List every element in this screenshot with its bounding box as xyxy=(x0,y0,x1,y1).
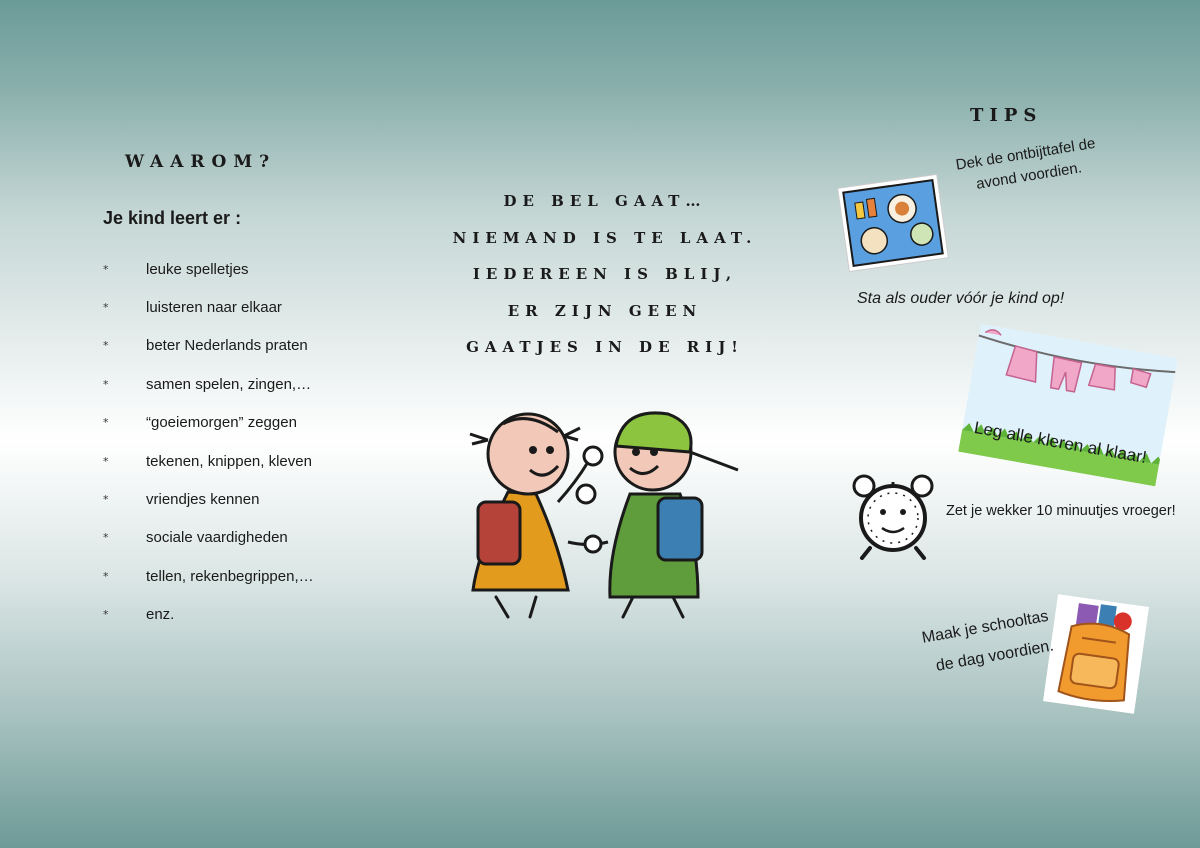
bullet: * xyxy=(103,493,109,507)
reason-text: samen spelen, zingen,… xyxy=(146,375,312,393)
reason-text: enz. xyxy=(146,606,175,624)
poem-line: ER ZIJN GEEN xyxy=(507,301,703,320)
tip-parent-up-first: Sta als ouder vóór je kind op! xyxy=(857,290,1065,307)
school-backpack-icon xyxy=(1043,594,1149,714)
reason-text: luisteren naar elkaar xyxy=(146,299,282,317)
list-item xyxy=(100,519,314,557)
poem-line: DE BEL GAAT… xyxy=(503,192,707,210)
reason-text: beter Nederlands praten xyxy=(146,337,308,355)
tip-alarm: Zet je wekker 10 minuutjes vroeger! xyxy=(946,503,1176,519)
reasons-list xyxy=(100,250,314,634)
bullet: * xyxy=(103,377,109,391)
poem-line: NIEMAND IS TE LAAT. xyxy=(452,228,758,247)
reason-text: tellen, rekenbegrippen,… xyxy=(146,567,314,585)
reason-text: leuke spelletjes xyxy=(146,260,249,278)
list-item xyxy=(100,557,314,595)
tip-schoolbag: Maak je schooltas de dag voordien. xyxy=(920,607,1055,675)
reason-text: “goeiemorgen” zeggen xyxy=(146,414,297,432)
list-item xyxy=(100,442,314,480)
bullet: * xyxy=(103,608,109,622)
list-item xyxy=(100,327,314,365)
tip-clothes: Leg alle kleren al klaar! xyxy=(972,418,1149,468)
poem-line: IEDEREEN IS BLIJ, xyxy=(472,265,738,283)
bullet: * xyxy=(103,416,109,430)
bullet: * xyxy=(103,454,109,468)
list-item xyxy=(100,288,314,326)
bullet: * xyxy=(103,339,109,353)
bullet: * xyxy=(103,531,109,545)
tips-title: TIPS xyxy=(970,105,1043,126)
bullet: * xyxy=(103,569,109,583)
list-item xyxy=(100,404,314,442)
reasons-subtitle: Je kind leert er : xyxy=(103,208,242,228)
waarom-title: WAAROM? xyxy=(125,152,277,172)
kids-holding-hands-icon xyxy=(458,402,748,624)
poem-line: GAATJES IN DE RIJ! xyxy=(466,338,744,356)
list-item xyxy=(100,365,314,403)
bullet: * xyxy=(103,301,109,315)
list-item xyxy=(100,480,314,518)
list-item xyxy=(100,596,314,634)
reason-text: tekenen, knippen, kleven xyxy=(146,452,312,470)
bullet: * xyxy=(103,262,109,276)
reason-text: sociale vaardigheden xyxy=(146,529,288,547)
breakfast-table-icon xyxy=(837,173,950,272)
list-item xyxy=(100,250,314,288)
alarm-clock-icon xyxy=(850,472,936,560)
poem xyxy=(420,183,790,366)
tip-breakfast: Dek de ontbijttafel de avond voordien. xyxy=(954,134,1097,193)
reason-text: vriendjes kennen xyxy=(146,491,260,509)
